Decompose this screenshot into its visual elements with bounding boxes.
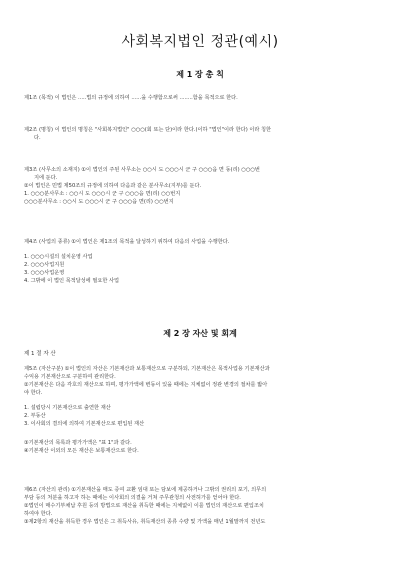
article-5-line-9: ④기본재산 이외의 모든 재산은 보통재산으로 한다. — [24, 448, 139, 454]
article-4-item-1: 1. ○○○시설의 설치운영 사업 — [24, 254, 93, 260]
article-1: 제1조 (목적) 이 법인은 .....법의 규정에 의하여 ......을 수행함으로써 ........함을 목적으로 한다. — [24, 95, 238, 101]
article-3-line-4: 1. ○○○분사무소 : ○○시 도 ○○○시 군 구 ○○○읍 면(리) ○○번지 — [24, 191, 181, 197]
article-6-line-5: ③제2항의 재산을 취득한 경우 법인은 그 취득사유, 취득재산의 종류 수량 및 가액을 매년 1월말까지 전년도 — [24, 519, 266, 525]
article-5-item-2: 2. 부동산 — [24, 413, 46, 419]
article-6-line-2: 부담 등의 처분을 하고자 하는 때에는 이사회의 의결을 거쳐 주무관청의 사전허가를 얻어야 한다. — [24, 495, 241, 501]
chapter-2-heading: 제 2 장 자산 및 회계 — [163, 329, 237, 338]
article-2-line-2: 다. — [34, 135, 41, 141]
article-2-line-1: 제2조 (명칭) 이 법인의 명칭은 "사회복지법인" ○○○(회 또는 단)이라 한다.(이하 "법인"이라 한다) 이라 칭한 — [24, 127, 272, 133]
article-5-line-8: ③기본재산의 목록과 평가가액은 "표 1"과 같다. — [24, 440, 132, 446]
article-5-line-3: ②기본재산은 다음 각호의 재산으로 하며, 평가가액에 변동이 있을 때에는 지체없이 정관 변경의 절차를 밟아 — [24, 382, 268, 388]
article-5-item-1: 1. 설립당시 기본재산으로 출연한 재산 — [24, 405, 111, 411]
article-3-line-1: 제3조 (사무소의 소재지) ①이 법인의 주된 사무소는 ○○시 도 ○○○시 군 구 ○○○읍 면 동(리) ○○○번 — [24, 167, 260, 173]
article-4-item-3: 3. ○○○사업운영 — [24, 270, 65, 276]
section-1-heading: 제 1 절 자 산 — [24, 351, 56, 357]
document-title: 사회복지법인 정관(예시) — [121, 34, 279, 50]
article-5-line-1: 제5조 (자산구분) ①이 법인의 자산은 기본재산과 보통재산으로 구분하되, 기본재산은 목적사업용 기본재산과 — [24, 366, 270, 372]
article-6-line-4: 하여야 한다. — [24, 511, 53, 517]
article-4-item-4: 4. 그밖에 이 법인 목적달성에 필요한 사업 — [24, 278, 120, 284]
article-3-line-3: ②이 법인은 민법 제50조의 규정에 의하여 다음과 같은 분사무소(지부)를 둔다. — [24, 183, 202, 189]
article-3-line-5: ○○○분사무소 : ○○시 도 ○○○시 군 구 ○○○읍 면(리) ○○번지 — [24, 199, 174, 205]
chapter-1-heading: 제 1 장 총 칙 — [176, 70, 224, 79]
article-6-line-1: 제6조 (자산의 관리) ①기본재산을 매도 증여 교환 임대 또는 담보에 제공하거나 그밖의 권리의 포기, 의무의 — [24, 487, 267, 493]
article-4-item-2: 2. ○○○사업지원 — [24, 262, 65, 268]
article-3-line-2: 지에 둔다. — [34, 175, 58, 181]
article-5-line-4: 야 한다. — [24, 390, 43, 396]
article-5-line-2: 수익용 기본재산으로 구분하여 관리한다. — [24, 374, 116, 380]
article-6-line-3: ②법인이 매수기부채납 후원 등의 방법으로 재산을 취득한 때에는 지체없이 이를 법인의 재산으로 편입조치 — [24, 503, 264, 509]
article-4-line-1: 제4조 (사업의 종류) ①이 법인은 제1조의 목적을 달성하기 위하여 다음의 사업을 수행한다. — [24, 239, 230, 245]
article-5-item-3: 3. 이사회의 결의에 의하여 기본재산으로 편입된 재산 — [24, 421, 145, 427]
